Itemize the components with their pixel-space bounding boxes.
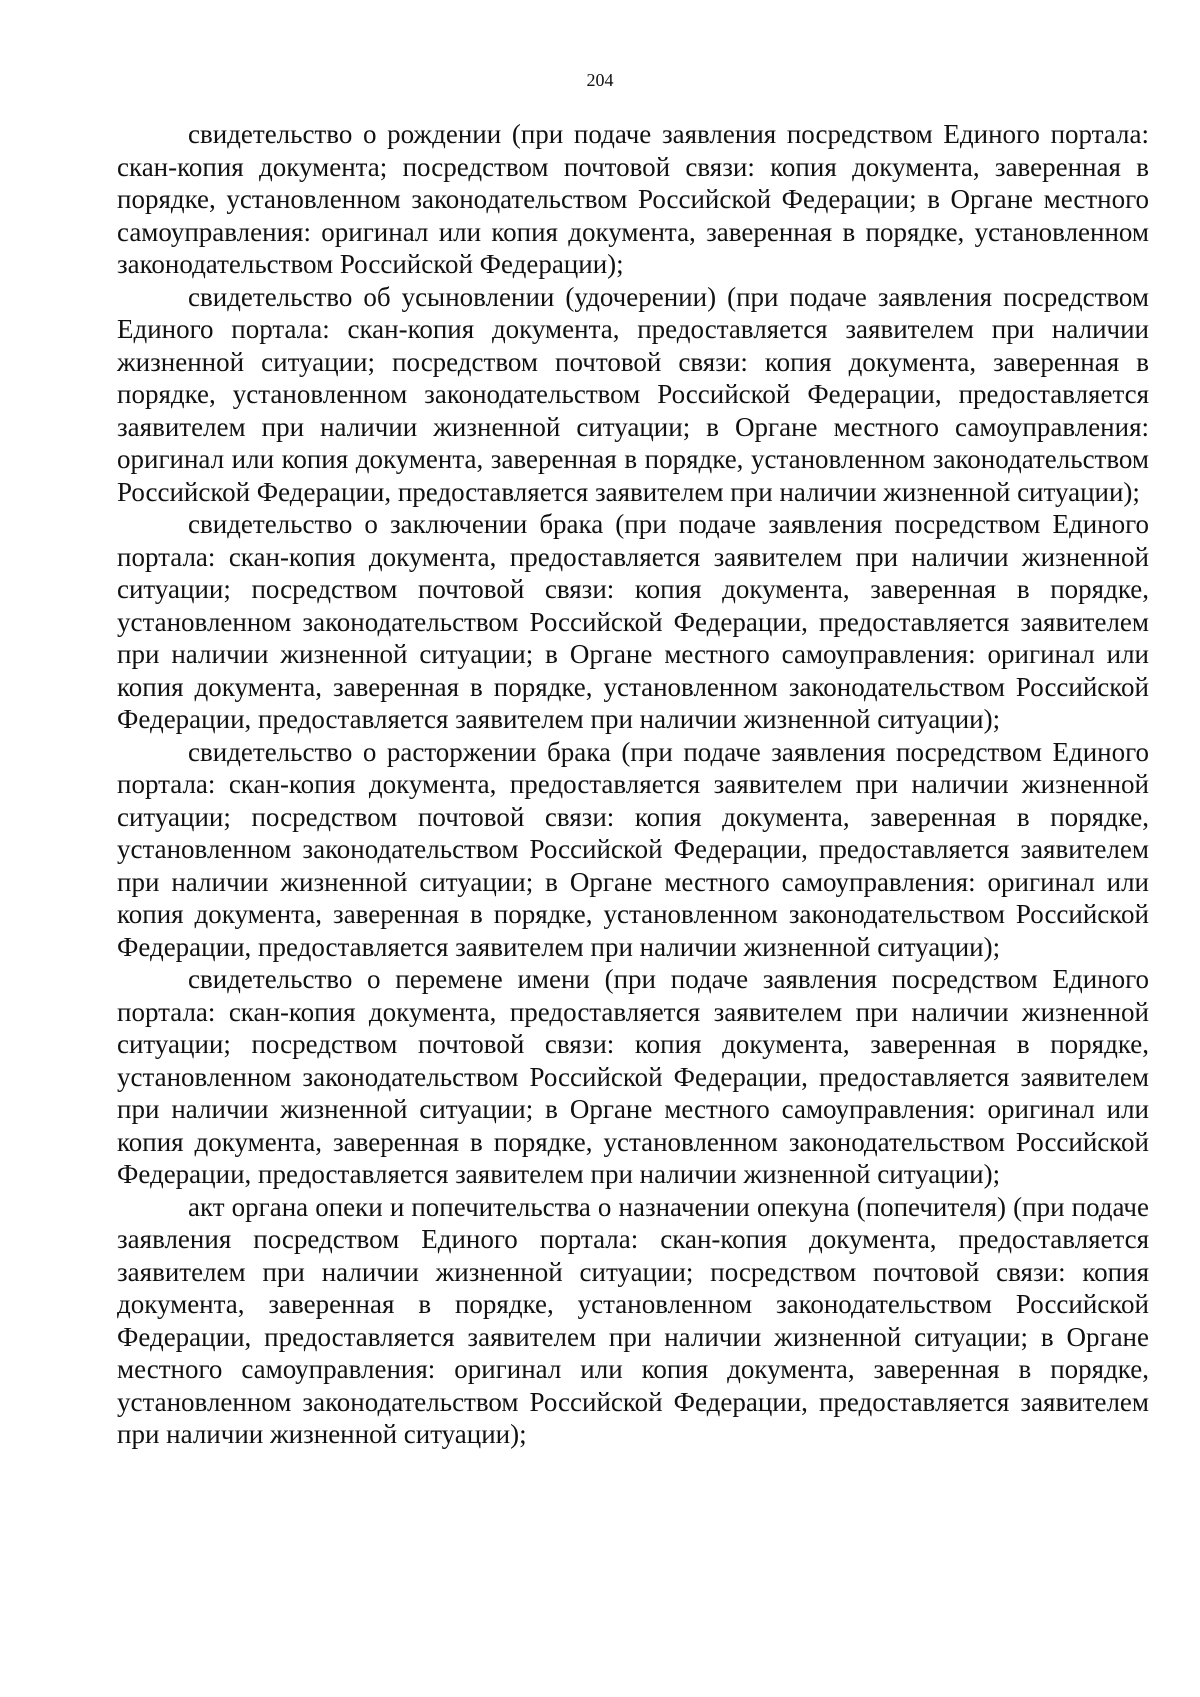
page-number: 204 (586, 70, 614, 90)
paragraph-birth-certificate: свидетельство о рождении (при подаче заявления посредством Единого портала: скан-копия документа; посредством почтовой связи: копия документа, заверенная в порядке, установленном законодательством Российской Федерации; в Органе местного самоуправления: оригинал или копия документа, заверенная в порядке, установленном законодательством Российской Федерации); (117, 119, 1149, 279)
paragraph-divorce-certificate: свидетельство о расторжении брака (при подаче заявления посредством Единого портала: скан-копия документа, предоставляется заявителем при наличии жизненной ситуации; посредством почтовой связи: копия документа, заверенная в порядке, установленном законодательством Российской Федерации, предоставляется заявителем при наличии жизненной ситуации; в Органе местного самоуправления: оригинал или копия документа, заверенная в порядке, установленном законодательством Российской Федерации, предоставляется заявителем при наличии жизненной ситуации); (117, 736, 1149, 962)
paragraph-guardianship-act: акт органа опеки и попечительства о назначении опекуна (попечителя) (при подаче заявления посредством Единого портала: скан-копия документа, предоставляется заявителем при наличии жизненной ситуации; посредством почтовой связи: копия документа, заверенная в порядке, установленном законодательством Российской Федерации, предоставляется заявителем при наличии жизненной ситуации; в Органе местного самоуправления: оригинал или копия документа, заверенная в порядке, установленном законодательством Российской Федерации, предоставляется заявителем при наличии жизненной ситуации); (117, 1191, 1149, 1449)
document-body (117, 118, 1149, 1451)
paragraph-marriage-certificate: свидетельство о заключении брака (при подаче заявления посредством Единого портала: скан-копия документа, предоставляется заявителем при наличии жизненной ситуации; посредством почтовой связи: копия документа, заверенная в порядке, установленном законодательством Российской Федерации, предоставляется заявителем при наличии жизненной ситуации; в Органе местного самоуправления: оригинал или копия документа, заверенная в порядке, установленном законодательством Российской Федерации, предоставляется заявителем при наличии жизненной ситуации); (117, 509, 1149, 734)
paragraph-adoption-certificate: свидетельство об усыновлении (удочерении) (при подаче заявления посредством Единого портала: скан-копия документа, предоставляется заявителем при наличии жизненной ситуации; посредством почтовой связи: копия документа, заверенная в порядке, установленном законодательством Российской Федерации, предоставляется заявителем при наличии жизненной ситуации; в Органе местного самоуправления: оригинал или копия документа, заверенная в порядке, установленном законодательством Российской Федерации, предоставляется заявителем при наличии жизненной ситуации); (117, 281, 1149, 507)
paragraph-name-change-certificate: свидетельство о перемене имени (при подаче заявления посредством Единого портала: скан-копия документа, предоставляется заявителем при наличии жизненной ситуации; посредством почтовой связи: копия документа, заверенная в порядке, установленном законодательством Российской Федерации, предоставляется заявителем при наличии жизненной ситуации; в Органе местного самоуправления: оригинал или копия документа, заверенная в порядке, установленном законодательством Российской Федерации, предоставляется заявителем при наличии жизненной ситуации); (117, 964, 1149, 1189)
